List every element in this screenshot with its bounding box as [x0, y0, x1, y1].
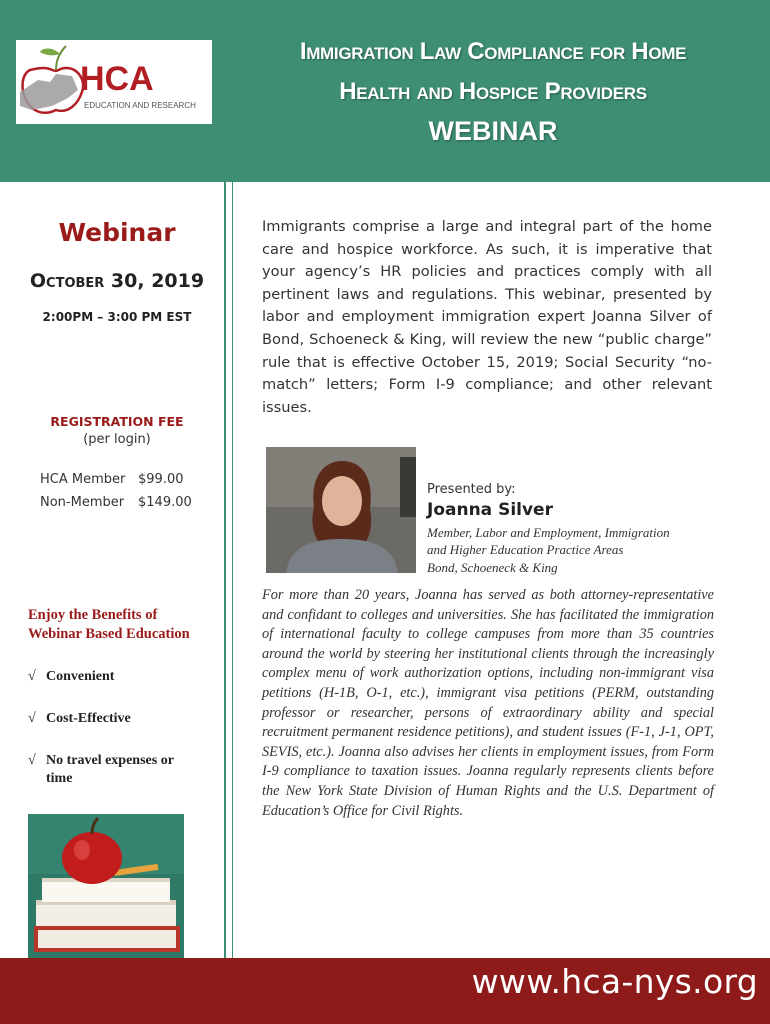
- divider-line: [224, 0, 226, 958]
- event-time: 2:00PM – 3:00 PM EST: [42, 310, 192, 324]
- fee-row-non-member: [40, 495, 192, 510]
- logo-subtext: EDUCATION AND RESEARCH: [84, 101, 196, 110]
- presenter-bio: For more than 20 years, Joanna has served as both attorney-representative and confidant to colleges and universities. She has facilitated the immigration of international faculty to college campuses from more than 35 countries around the world by steering her institutional clients through the increasingly complex menu of work authorization options, including non-immigrant visa petitions (H-1B, O-1, etc.), immigrant visa petitions (PERM, outstanding professor or researcher, persons of extraordinary ability and special recruitment permanent residence petitions), and student issues (F-1, J-1, OPT, SEVIS, etc.). Joanna also advises her clients in employment issues, from Form I-9 compliance to taxation issues. Joanna regularly represents clients before the New York State Division of Human Rights and the U.S. Department of Education’s Office for Civil Rights.: [262, 587, 714, 819]
- fee-price: $99.00: [138, 472, 184, 487]
- apple-books-image: [28, 814, 184, 958]
- fee-label: Non-Member: [40, 495, 125, 510]
- presenter-role: [427, 524, 747, 576]
- page-title: [248, 32, 738, 150]
- divider-line-inner: [232, 182, 233, 958]
- registration-fee-label: REGISTRATION FEE: [50, 414, 184, 429]
- check-icon: √: [28, 711, 36, 726]
- title-line-2: Health and Hospice Providers: [339, 78, 647, 105]
- event-date: October 30, 2019: [29, 270, 205, 292]
- presenter-role-line-3: Bond, Schoeneck & King: [427, 559, 558, 575]
- benefit-item: [28, 752, 198, 788]
- benefit-item: [28, 710, 218, 728]
- logo-text: HCA: [80, 60, 154, 98]
- benefits-heading: [28, 606, 218, 644]
- fee-row-member: [40, 472, 184, 487]
- presenter-name: Joanna Silver: [427, 500, 553, 520]
- presenter-role-line-1: Member, Labor and Employment, Immigration: [427, 525, 670, 540]
- fee-label: HCA Member: [40, 472, 126, 487]
- logo-graphic: [16, 40, 212, 124]
- benefit-item: [28, 668, 218, 686]
- benefit-text: Cost-Effective: [46, 711, 131, 726]
- website-url[interactable]: www.hca-nys.org: [471, 962, 758, 1001]
- title-line-3: WEBINAR: [428, 116, 558, 146]
- per-login-note: (per login): [83, 432, 151, 447]
- benefit-text: No travel expenses or time: [46, 753, 174, 786]
- sidebar-heading: Webinar: [58, 218, 176, 247]
- presenter-role-line-2: and Higher Education Practice Areas: [427, 542, 624, 558]
- check-icon: √: [28, 669, 36, 684]
- intro-paragraph: Immigrants comprise a large and integral part of the home care and hospice workforce. As such, it is imperative that your agency’s HR policies and practices comply with all pertinent laws and regulations. This webinar, presented by labor and employment immigration expert Joanna Silver of Bond, Schoeneck & King, will review the new “public charge” rule that is effective October 15, 2019; Social Security “no-match” letters; Form I-9 compliance; and other relevant issues.: [262, 218, 712, 416]
- presented-by-label: Presented by:: [427, 482, 516, 497]
- benefit-text: Convenient: [46, 669, 115, 684]
- hca-logo: [16, 40, 212, 124]
- title-line-1: Immigration Law Compliance for Home: [299, 38, 687, 65]
- fee-price: $149.00: [138, 495, 192, 510]
- presenter-photo: [266, 447, 416, 573]
- benefits-heading-line-1: Enjoy the Benefits of: [28, 607, 158, 623]
- check-icon: √: [28, 753, 36, 768]
- benefits-heading-line-2: Webinar Based Education: [28, 626, 190, 642]
